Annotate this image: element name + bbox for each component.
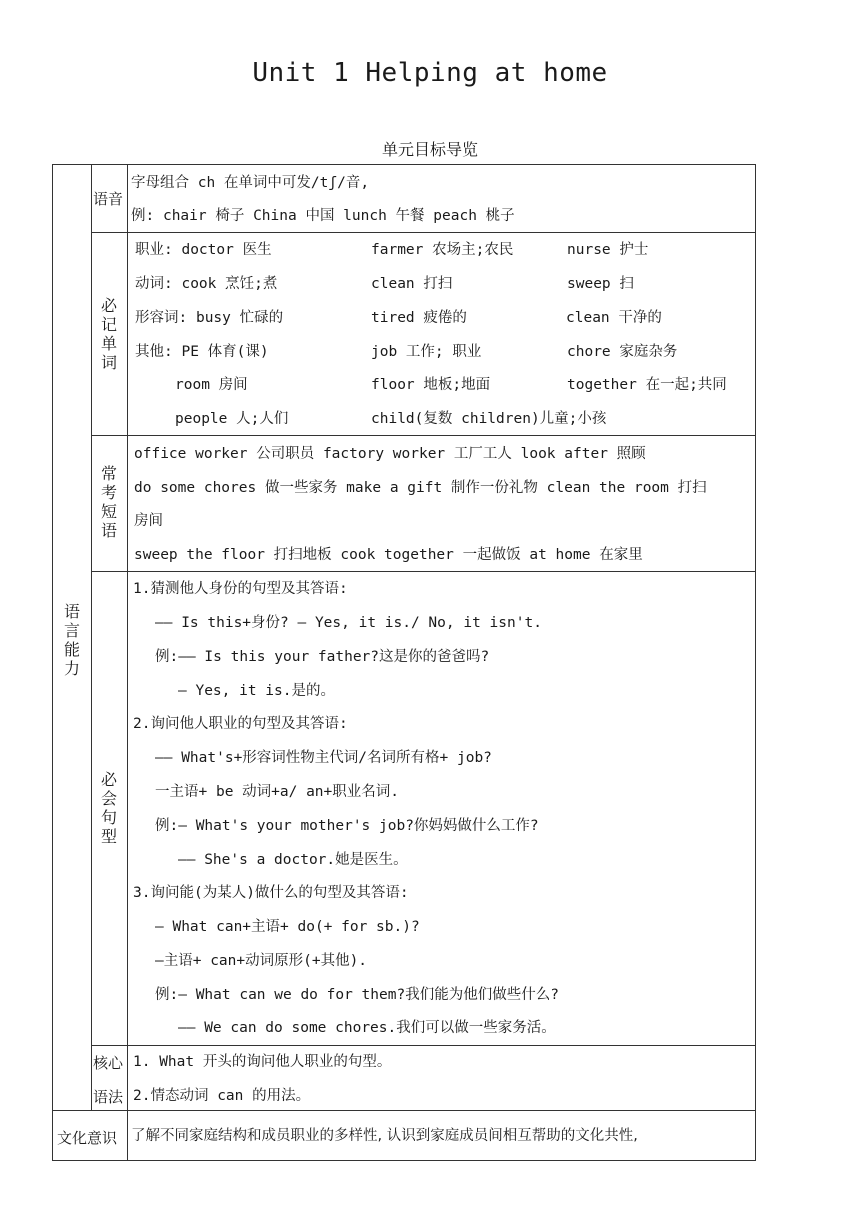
sentence-line: —— She's a doctor.她是医生。: [178, 852, 408, 868]
word-cell: 形容词: busy 忙碌的: [135, 310, 284, 326]
sentence-line: 2.询问他人职业的句型及其答语:: [133, 716, 348, 732]
word-cell: 其他: PE 体育(课): [135, 344, 269, 360]
word-cell: farmer 农场主;农民: [371, 242, 514, 258]
word-cell: clean 干净的: [566, 310, 662, 326]
word-cell: people 人;人们: [175, 411, 289, 427]
word-cell: chore 家庭杂务: [567, 344, 678, 360]
sentence-line: 一主语+ be 动词+a/ an+职业名词.: [155, 784, 399, 800]
pronunciation-line-1: 字母组合 ch 在单词中可发/tʃ/音,: [131, 175, 370, 191]
culture-label: 文化意识: [57, 1129, 118, 1147]
sentence-line: — Yes, it is.是的。: [178, 683, 335, 699]
grammar-line-1: 1. What 开头的询问他人职业的句型。: [133, 1054, 392, 1070]
pronunciation-line-2: 例: chair 椅子 China 中国 lunch 午餐 peach 桃子: [131, 208, 515, 224]
sentence-line: —— Is this+身份? — Yes, it is./ No, it isn't.: [155, 615, 542, 631]
core-grammar-label-1: 核心: [93, 1054, 124, 1072]
phrases-label: 常 考 短 语: [100, 464, 117, 540]
word-cell: 动词: cook 烹饪;煮: [135, 276, 278, 292]
must-words-label: 必 记 单 词: [100, 296, 117, 372]
grammar-line-2: 2.情态动词 can 的用法。: [133, 1088, 311, 1104]
word-cell: together 在一起;共同: [567, 377, 727, 393]
word-cell: child(复数 children)儿童;小孩: [371, 411, 607, 427]
sentence-line: 例:— What can we do for them?我们能为他们做些什么?: [155, 987, 559, 1003]
sentence-line: — What can+主语+ do(+ for sb.)?: [155, 919, 420, 935]
page-title: Unit 1 Helping at home: [252, 58, 608, 88]
language-ability-label: 语 言 能 力: [63, 602, 80, 678]
sentence-line: —— What's+形容词性物主代词/名词所有格+ job?: [155, 750, 492, 766]
word-cell: clean 打扫: [371, 276, 453, 292]
word-cell: tired 疲倦的: [371, 310, 467, 326]
sentence-line: 1.猜测他人身份的句型及其答语:: [133, 581, 348, 597]
sentence-line: 3.询问能(为某人)做什么的句型及其答语:: [133, 885, 409, 901]
phrases-line-1: office worker 公司职员 factory worker 工厂工人 look after 照顾: [134, 446, 646, 462]
word-cell: job 工作; 职业: [371, 344, 482, 360]
sentence-line: —主语+ can+动词原形(+其他).: [155, 953, 368, 969]
word-cell: sweep 扫: [567, 276, 634, 292]
table-caption: 单元目标导览: [381, 140, 478, 159]
word-cell: 职业: doctor 医生: [135, 242, 272, 258]
core-grammar-label-2: 语法: [93, 1088, 124, 1106]
sentence-line: 例:— What's your mother's job?你妈妈做什么工作?: [155, 818, 539, 834]
sentence-line: 例:—— Is this your father?这是你的爸爸吗?: [155, 649, 490, 665]
culture-line-1: 了解不同家庭结构和成员职业的多样性, 认识到家庭成员间相互帮助的文化共性,: [131, 1128, 638, 1144]
pronunciation-label: 语音: [93, 190, 124, 208]
phrases-line-2: do some chores 做一些家务 make a gift 制作一份礼物 clean the room 打扫: [134, 480, 707, 496]
word-cell: room 房间: [175, 377, 248, 393]
phrases-line-3: 房间: [134, 513, 163, 529]
word-cell: floor 地板;地面: [371, 377, 491, 393]
sentence-line: —— We can do some chores.我们可以做一些家务活。: [178, 1020, 556, 1036]
sentences-label: 必 会 句 型: [100, 770, 117, 846]
word-cell: nurse 护士: [567, 242, 649, 258]
phrases-line-4: sweep the floor 打扫地板 cook together 一起做饭 at home 在家里: [134, 547, 643, 563]
